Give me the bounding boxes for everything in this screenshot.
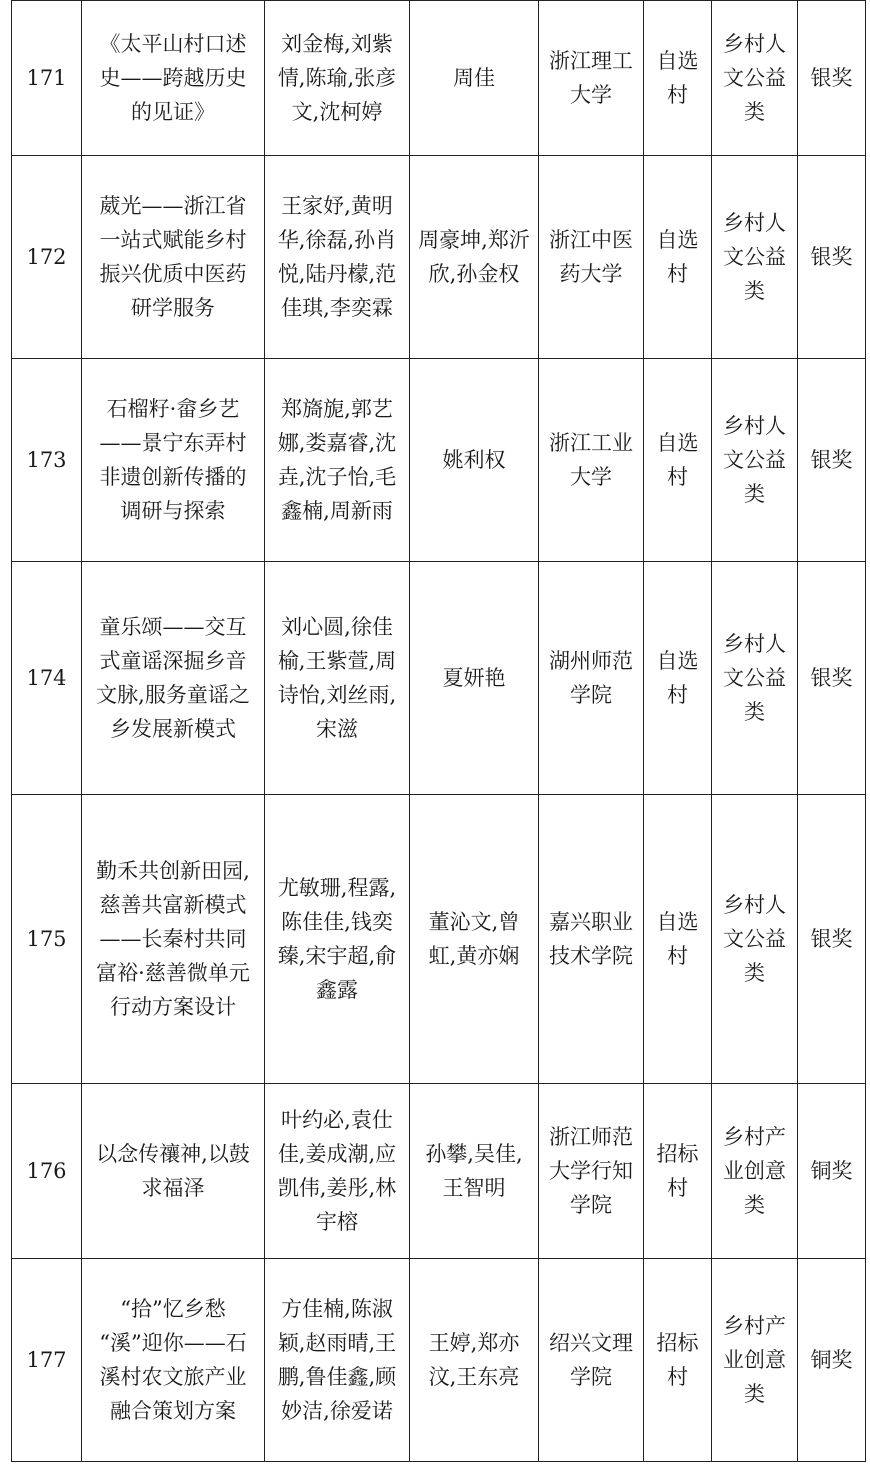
school: 浙江理工大学 (539, 1, 644, 156)
advisor: 周佳 (410, 1, 539, 156)
project-name: “拾”忆乡愁 “溪”迎你——石溪村农文旅产业融合策划方案 (82, 1259, 265, 1462)
category: 乡村人文公益类 (712, 562, 798, 795)
advisor: 夏妍艳 (410, 562, 539, 795)
village-type: 自选村 (644, 795, 712, 1084)
village-type: 自选村 (644, 359, 712, 562)
table-row (12, 359, 866, 562)
row-number: 171 (12, 1, 82, 156)
row-number: 176 (12, 1084, 82, 1259)
award: 银奖 (798, 795, 866, 1084)
table-row (12, 156, 866, 359)
team-members: 方佳楠,陈淑颖,赵雨晴,王鹏,鲁佳鑫,顾妙洁,徐爱诺 (265, 1259, 410, 1462)
table-row (12, 562, 866, 795)
award: 铜奖 (798, 1259, 866, 1462)
project-name: 葳光——浙江省一站式赋能乡村振兴优质中医药研学服务 (82, 156, 265, 359)
project-name: 《太平山村口述史——跨越历史的见证》 (82, 1, 265, 156)
team-members: 刘心圆,徐佳榆,王紫萱,周诗怡,刘丝雨,宋滋 (265, 562, 410, 795)
advisor: 周豪坤,郑沂欣,孙金权 (410, 156, 539, 359)
row-number: 175 (12, 795, 82, 1084)
table-row (12, 1, 866, 156)
village-type: 自选村 (644, 156, 712, 359)
school: 绍兴文理学院 (539, 1259, 644, 1462)
team-members: 尤敏珊,程露,陈佳佳,钱奕臻,宋宇超,俞鑫露 (265, 795, 410, 1084)
school: 湖州师范学院 (539, 562, 644, 795)
table-row (12, 1259, 866, 1462)
village-type: 自选村 (644, 1, 712, 156)
advisor: 孙攀,吴佳,王智明 (410, 1084, 539, 1259)
village-type: 自选村 (644, 562, 712, 795)
category: 乡村人文公益类 (712, 1, 798, 156)
team-members: 郑旖旎,郭艺娜,娄嘉睿,沈垚,沈子怡,毛鑫楠,周新雨 (265, 359, 410, 562)
project-name: 勤禾共创新田园,慈善共富新模式 ——长秦村共同富裕·慈善微单元行动方案设计 (82, 795, 265, 1084)
team-members: 刘金梅,刘紫情,陈瑜,张彦文,沈柯婷 (265, 1, 410, 156)
team-members: 王家妤,黄明华,徐磊,孙肖悦,陆丹檬,范佳琪,李奕霖 (265, 156, 410, 359)
table-row (12, 1084, 866, 1259)
school: 浙江工业大学 (539, 359, 644, 562)
project-name: 童乐颂——交互式童谣深掘乡音文脉,服务童谣之乡发展新模式 (82, 562, 265, 795)
award: 银奖 (798, 1, 866, 156)
award: 银奖 (798, 562, 866, 795)
project-name: 以念传禳神,以鼓求福泽 (82, 1084, 265, 1259)
village-type: 招标村 (644, 1084, 712, 1259)
school: 浙江师范大学行知学院 (539, 1084, 644, 1259)
row-number: 172 (12, 156, 82, 359)
award: 铜奖 (798, 1084, 866, 1259)
award: 银奖 (798, 156, 866, 359)
row-number: 177 (12, 1259, 82, 1462)
award: 银奖 (798, 359, 866, 562)
school: 嘉兴职业技术学院 (539, 795, 644, 1084)
advisor: 王婷,郑亦汶,王东亮 (410, 1259, 539, 1462)
category: 乡村人文公益类 (712, 359, 798, 562)
category: 乡村人文公益类 (712, 156, 798, 359)
team-members: 叶约必,袁仕佳,姜成潮,应凯伟,姜彤,林宇榕 (265, 1084, 410, 1259)
project-name: 石榴籽·畲乡艺——景宁东弄村非遗创新传播的调研与探索 (82, 359, 265, 562)
village-type: 招标村 (644, 1259, 712, 1462)
table-row (12, 795, 866, 1084)
row-number: 174 (12, 562, 82, 795)
category: 乡村产业创意类 (712, 1084, 798, 1259)
school: 浙江中医药大学 (539, 156, 644, 359)
category: 乡村人文公益类 (712, 795, 798, 1084)
awards-table (11, 0, 866, 1462)
advisor: 董沁文,曾虹,黄亦娴 (410, 795, 539, 1084)
category: 乡村产业创意类 (712, 1259, 798, 1462)
row-number: 173 (12, 359, 82, 562)
advisor: 姚利权 (410, 359, 539, 562)
